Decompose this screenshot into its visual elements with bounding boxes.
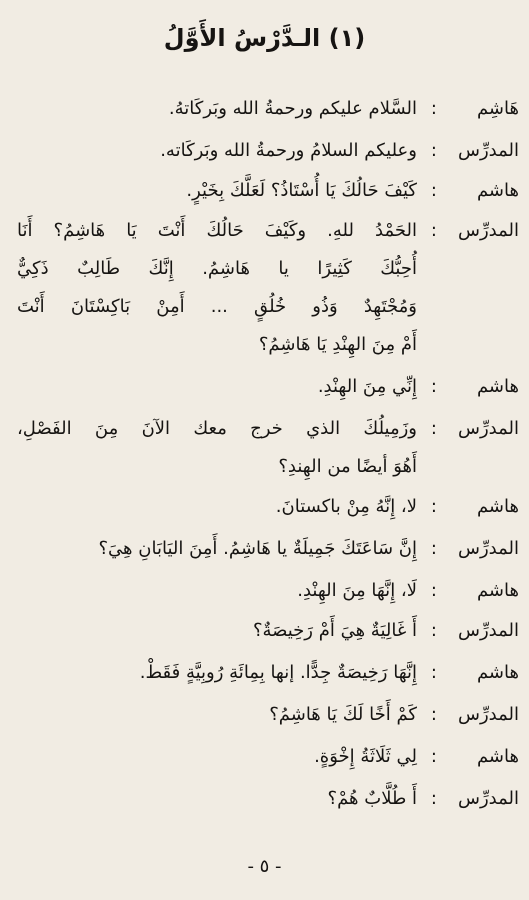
colon-separator: : (430, 704, 437, 725)
colon-separator: : (430, 496, 437, 517)
speaker-name: المدرِّس (457, 704, 519, 725)
speaker-name: المدرِّس (457, 538, 519, 559)
colon-separator: : (430, 662, 437, 683)
colon-separator: : (430, 98, 437, 119)
speaker-name: المدرِّس (457, 620, 519, 641)
dialogue-line: أُحِبُّكَ كَثِيرًا يا هَاشِمُ. إِنَّكَ طَالِبٌ ذَكِيٌّ (17, 258, 417, 279)
speaker-name: المدرِّس (457, 140, 519, 161)
dialogue-line: لا، إِنَّهُ مِنْ باكستانَ. (275, 496, 417, 517)
dialogue-line: السَّلام عليكم ورحمةُ الله وبَركَاتهُ. (168, 98, 417, 119)
dialogue-line: إِنَّهَا رَخِيصَةٌ جِدًّا. إنها بِمِائَةِ رُوبِيَّةٍ فَقَطْ. (139, 662, 417, 683)
dialogue-line: أَ طُلَّابٌ هُمْ؟ (327, 788, 417, 809)
speaker-name: المدرِّس (457, 788, 519, 809)
colon-separator: : (430, 620, 437, 641)
dialogue-line: أَهُوَ أيضًا من الهِندِ؟ (278, 456, 417, 477)
colon-separator: : (430, 788, 437, 809)
colon-separator: : (430, 376, 437, 397)
speaker-name: هاشم (476, 496, 519, 517)
colon-separator: : (430, 140, 437, 161)
speaker-name: هاشم (476, 376, 519, 397)
speaker-name: هاشم (476, 580, 519, 601)
dialogue-line: إِنَّ سَاعَتَكَ جَمِيلَةٌ يا هَاشِمُ. أَمِنَ اليَابَانِ هِيَ؟ (98, 538, 417, 559)
dialogue-line: وَمُجْتَهِدٌ وَذُو خُلُقٍ ... أَمِنْ بَاكِسْتَانَ أَنْتَ (17, 296, 417, 317)
lesson-title: (١) الـدَّرْسُ الأَوَّلُ (163, 24, 366, 52)
dialogue-line: لِي ثَلَاثَةُ إِخْوَةٍ. (314, 746, 417, 767)
dialogue-line: وزَمِيلُكَ الذي خرج معك الآنَ مِنَ الفَصْلِ، (17, 418, 417, 439)
dialogue-line: الحَمْدُ للهِ. وكَيْفَ حَالُكَ أَنْتَ يَا هَاشِمُ؟ أَنَا (17, 220, 417, 241)
dialogue-line: أَمْ مِنَ الهِنْدِ يَا هَاشِمُ؟ (258, 334, 417, 355)
colon-separator: : (430, 180, 437, 201)
speaker-name: هاشم (476, 662, 519, 683)
speaker-name: هاشم (476, 180, 519, 201)
page-number: - ٥ - (247, 856, 282, 877)
dialogue-line: أَ غَالِيَةٌ هِيَ أَمْ رَخِيصَةٌ؟ (252, 620, 417, 641)
colon-separator: : (430, 580, 437, 601)
speaker-name: المدرِّس (457, 220, 519, 241)
dialogue-line: كَيْفَ حَالُكَ يَا أُسْتَاذُ؟ لَعَلَّكَ بِخَيْرٍ. (186, 180, 417, 201)
speaker-name: المدرِّس (457, 418, 519, 439)
colon-separator: : (430, 220, 437, 241)
speaker-name: هَاشِم (476, 98, 519, 119)
dialogue-line: إِنِّي مِنَ الهِنْدِ. (317, 376, 417, 397)
colon-separator: : (430, 418, 437, 439)
colon-separator: : (430, 746, 437, 767)
dialogue-line: كَمْ أَخًا لَكَ يَا هَاشِمُ؟ (269, 704, 417, 725)
speaker-name: هاشم (476, 746, 519, 767)
colon-separator: : (430, 538, 437, 559)
dialogue-line: وعليكم السلامُ ورحمةُ الله وبَركَاته. (160, 140, 417, 161)
dialogue-line: لَا، إِنَّهَا مِنَ الهِنْدِ. (297, 580, 417, 601)
